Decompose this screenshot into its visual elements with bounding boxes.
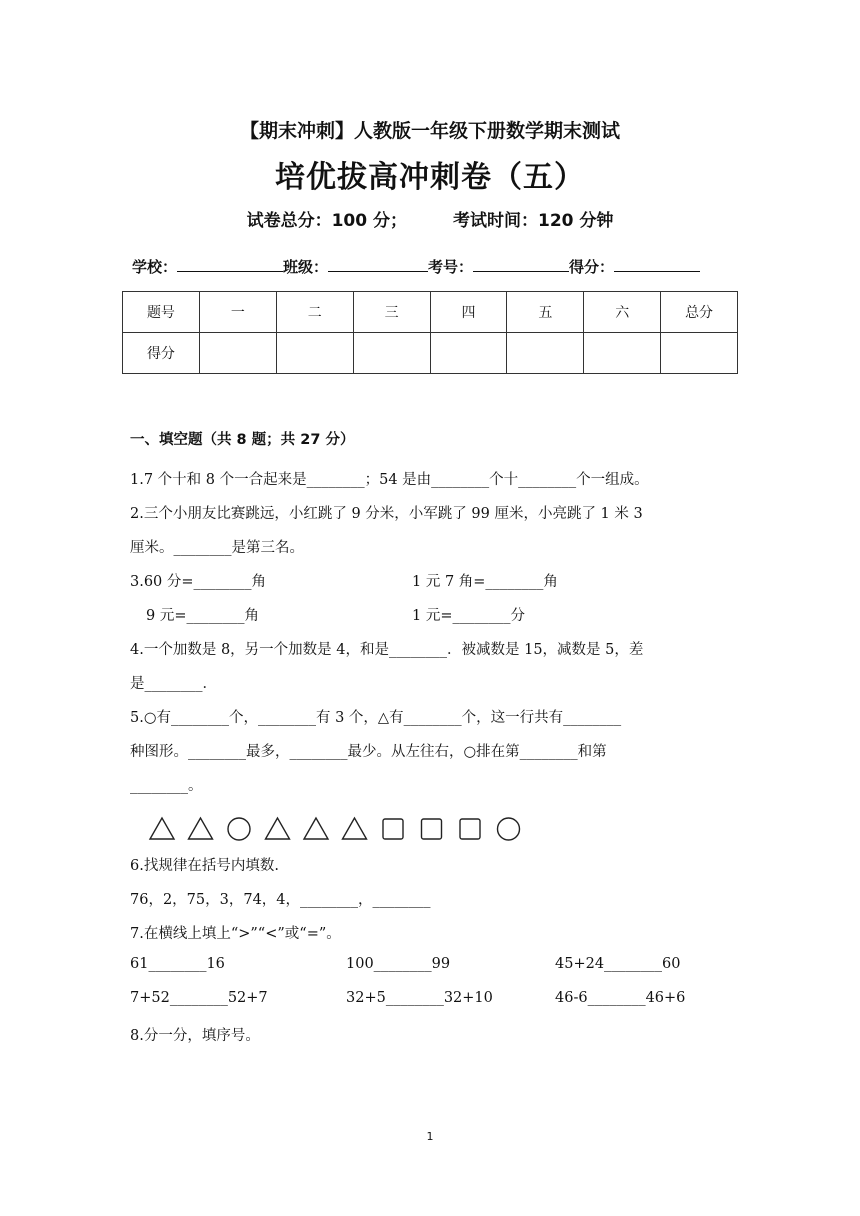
square-icon: [422, 819, 442, 839]
question-7-row-2: [130, 990, 686, 1006]
school-label: 学校：: [132, 258, 178, 276]
score-table-header-cell: 题号: [123, 292, 200, 333]
score-table-row-label: 得分: [123, 333, 200, 374]
score-cell[interactable]: [661, 333, 738, 374]
triangle-icon: [266, 818, 290, 839]
total-score-text: 试卷总分：100 分；: [246, 211, 407, 231]
score-table: [122, 291, 738, 374]
question-3-row-2: [146, 604, 525, 625]
score-cell[interactable]: [430, 333, 507, 374]
question-2-line-1: 2.三个小朋友比赛跳远，小红跳了 9 分米，小军跳了 99 厘米，小亮跳了 1 米 3: [130, 506, 643, 522]
question-3-a: 3.60 分=________角: [130, 574, 267, 590]
compare-item: 32+5________32+10: [346, 990, 493, 1006]
exam-meta: [0, 206, 860, 231]
question-3-b: 1 元 7 角=________角: [412, 574, 558, 590]
triangle-icon: [189, 818, 213, 839]
question-5-line-1: 5.○有________个，________有 3 个，△有________个，这一行共有________: [130, 710, 622, 726]
score-table-header-cell: 三: [353, 292, 430, 333]
question-4-line-1: 4.一个加数是 8，另一个加数是 4，和是________．被减数是 15，减数是 5，差: [130, 642, 644, 658]
score-cell[interactable]: [584, 333, 661, 374]
exam-no-field[interactable]: [473, 257, 569, 272]
score-cell[interactable]: [353, 333, 430, 374]
square-icon: [460, 819, 480, 839]
score-cell[interactable]: [507, 333, 584, 374]
question-7: 7.在横线上填上“>”“<”或“=”。: [130, 926, 341, 942]
exam-no-label: 考号：: [428, 258, 474, 276]
triangle-icon: [304, 818, 328, 839]
question-6: 6.找规律在括号内填数.: [130, 858, 279, 874]
score-table-header-cell: 四: [430, 292, 507, 333]
triangle-icon: [343, 818, 367, 839]
question-8: 8.分一分，填序号。: [130, 1028, 260, 1044]
question-4-line-2: 是________．: [130, 676, 217, 692]
compare-item: 46-6________46+6: [555, 990, 686, 1006]
question-5-line-3: ________。: [130, 778, 203, 794]
question-3-c: 9 元=________角: [146, 608, 259, 624]
circle-icon: [498, 818, 520, 840]
compare-item: 7+52________52+7: [130, 990, 268, 1006]
class-field[interactable]: [328, 257, 428, 272]
question-2-line-2: 厘米。________是第三名。: [130, 540, 304, 556]
score-table-header-cell: 二: [276, 292, 353, 333]
page-number: 1: [426, 1130, 434, 1143]
question-7-row-1: [130, 956, 681, 972]
triangle-icon: [150, 818, 174, 839]
school-field[interactable]: [177, 257, 283, 272]
compare-item: 45+24________60: [555, 956, 681, 972]
question-6-sequence: 76，2，75，3，74，4，________，________: [130, 892, 431, 908]
class-label: 班级：: [283, 258, 329, 276]
circle-icon: [228, 818, 250, 840]
exam-title: 培优拔高冲刺卷（五）: [275, 160, 585, 195]
compare-item: 100________99: [346, 956, 451, 972]
score-table-score-row: [123, 333, 738, 374]
question-1: 1.7 个十和 8 个一合起来是________；54 是由________个十________个一组成。: [130, 472, 649, 488]
score-table-header-cell: 总分: [661, 292, 738, 333]
shapes-row: [148, 814, 528, 844]
question-3-row-1: [130, 570, 558, 591]
score-label: 得分：: [569, 258, 615, 276]
score-table-header-cell: 六: [584, 292, 661, 333]
score-cell[interactable]: [276, 333, 353, 374]
score-table-header-cell: 一: [199, 292, 276, 333]
exam-time-text: 考试时间：120 分钟: [453, 211, 614, 231]
exam-subtitle: 【期末冲刺】人教版一年级下册数学期末测试: [239, 120, 620, 142]
square-icon: [383, 819, 403, 839]
score-table-header-row: [123, 292, 738, 333]
question-3-d: 1 元=________分: [412, 608, 525, 624]
score-table-header-cell: 五: [507, 292, 584, 333]
score-field[interactable]: [614, 257, 700, 272]
section-heading: 一、填空题（共 8 题；共 27 分）: [130, 432, 355, 448]
question-5-line-2: 种图形。________最多，________最少。从左往右，○排在第________和第: [130, 744, 607, 760]
compare-item: 61________16: [130, 956, 225, 972]
student-info-line: [132, 256, 752, 277]
score-cell[interactable]: [199, 333, 276, 374]
